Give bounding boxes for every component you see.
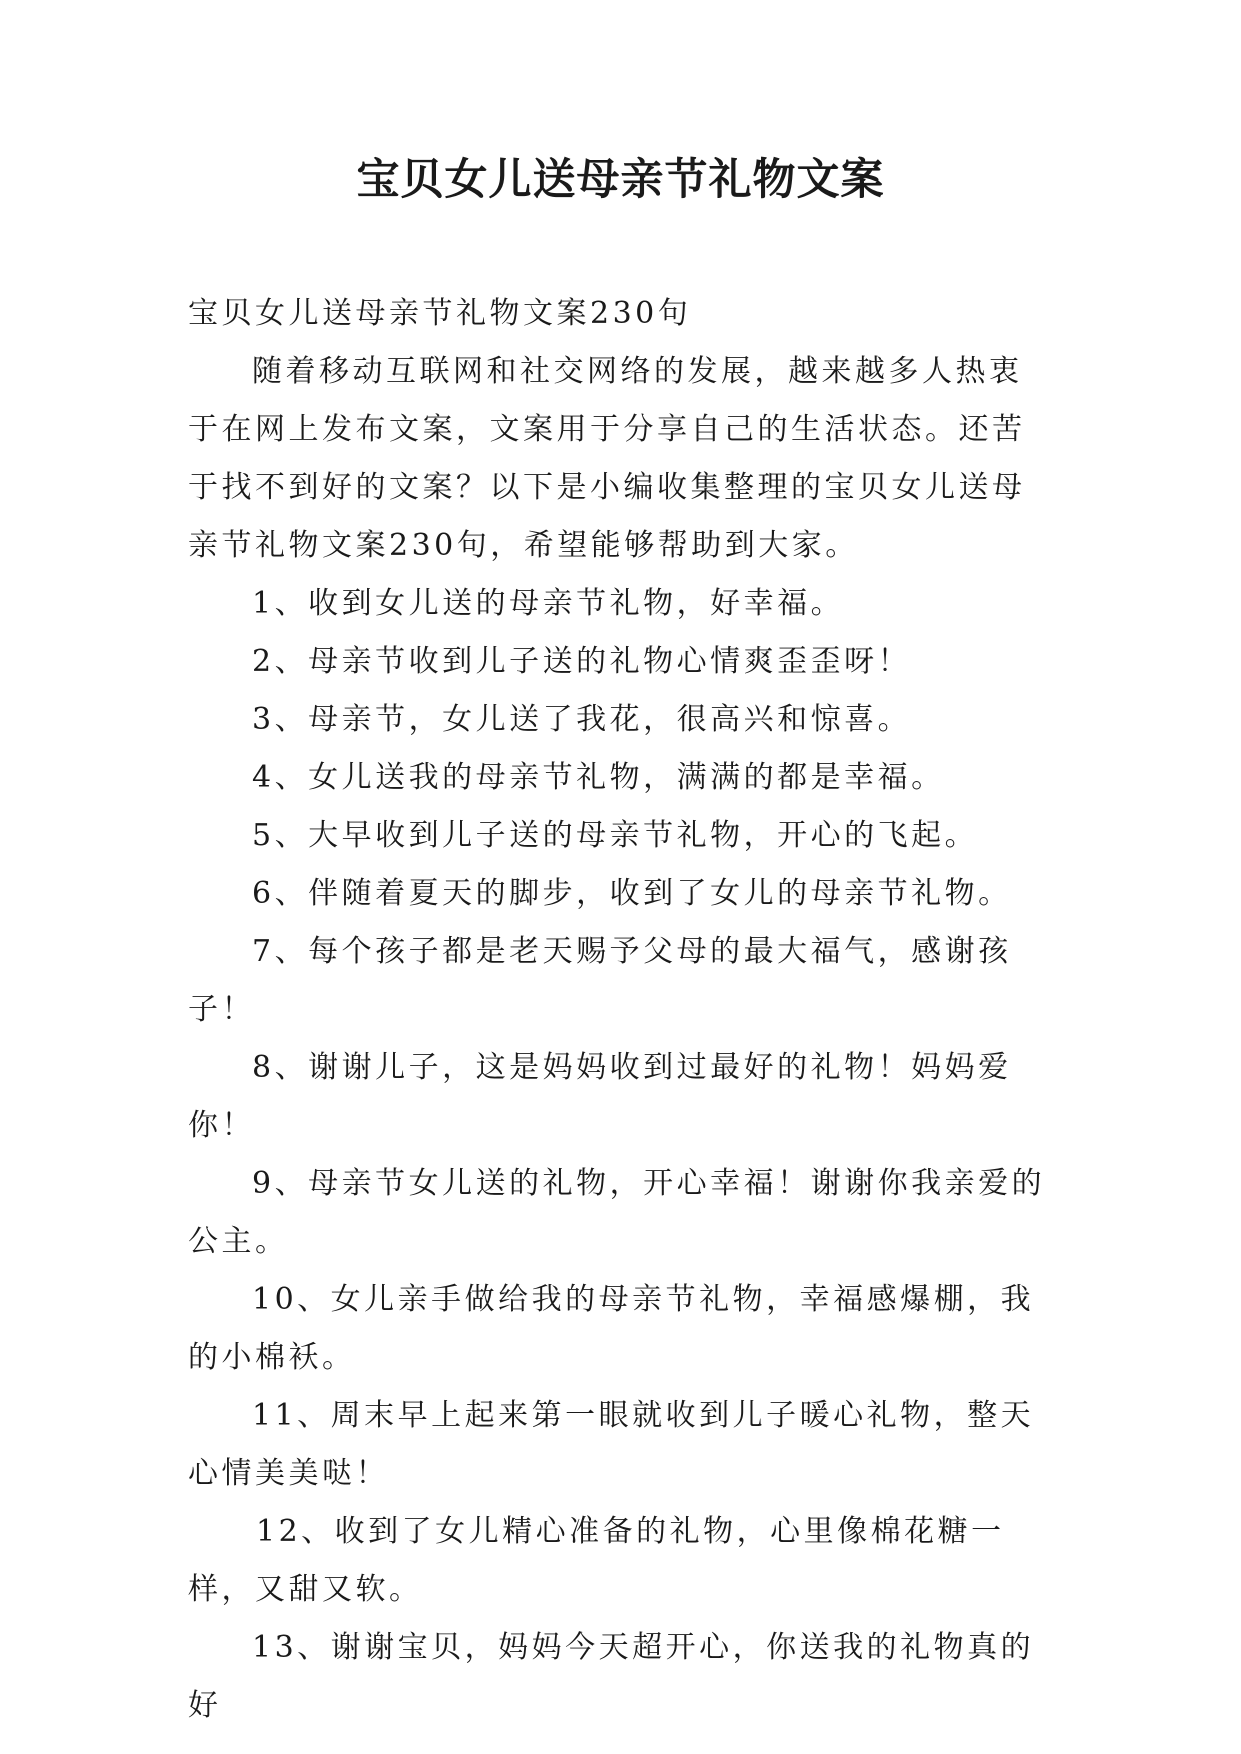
- document-title: 宝贝女儿送母亲节礼物文案: [356, 155, 885, 205]
- list-item: 11、周末早上起来第一眼就收到儿子暖心礼物，整天心情美美哒！: [188, 1398, 1035, 1491]
- document-body: [188, 285, 1048, 1735]
- list-item: 3、母亲节，女儿送了我花，很高兴和惊喜。: [252, 702, 912, 737]
- list-item: 5、大早收到儿子送的母亲节礼物，开心的飞起。: [252, 818, 979, 853]
- list-item: 8、谢谢儿子，这是妈妈收到过最好的礼物！妈妈爱你！: [188, 1050, 1012, 1143]
- list-item: 7、每个孩子都是老天赐予父母的最大福气，感谢孩子！: [188, 934, 1012, 1027]
- list-item: 10、女儿亲手做给我的母亲节礼物，幸福感爆棚，我的小棉袄。: [188, 1282, 1035, 1375]
- list-item: 2、母亲节收到儿子送的礼物心情爽歪歪呀！: [252, 644, 912, 679]
- intro-paragraph: 随着移动互联网和社交网络的发展，越来越多人热衷于在网上发布文案，文案用于分享自己的生活状态。还苦于找不到好的文案？以下是小编收集整理的宝贝女儿送母亲节礼物文案230句，希望能够帮助到大家。: [188, 354, 1026, 563]
- list-item: 6、伴随着夏天的脚步，收到了女儿的母亲节礼物。: [252, 876, 1012, 911]
- list-item: 4、女儿送我的母亲节礼物，满满的都是幸福。: [252, 760, 945, 795]
- subtitle-line: 宝贝女儿送母亲节礼物文案230句: [188, 296, 692, 331]
- list-item: 13、谢谢宝贝，妈妈今天超开心，你送我的礼物真的好: [188, 1630, 1035, 1723]
- list-item: 12、收到了女儿精心准备的礼物，心里像棉花糖一样，又甜又软。: [188, 1514, 1005, 1607]
- list-item: 1、收到女儿送的母亲节礼物，好幸福。: [252, 586, 845, 621]
- list-item: 9、母亲节女儿送的礼物，开心幸福！谢谢你我亲爱的公主。: [188, 1166, 1046, 1259]
